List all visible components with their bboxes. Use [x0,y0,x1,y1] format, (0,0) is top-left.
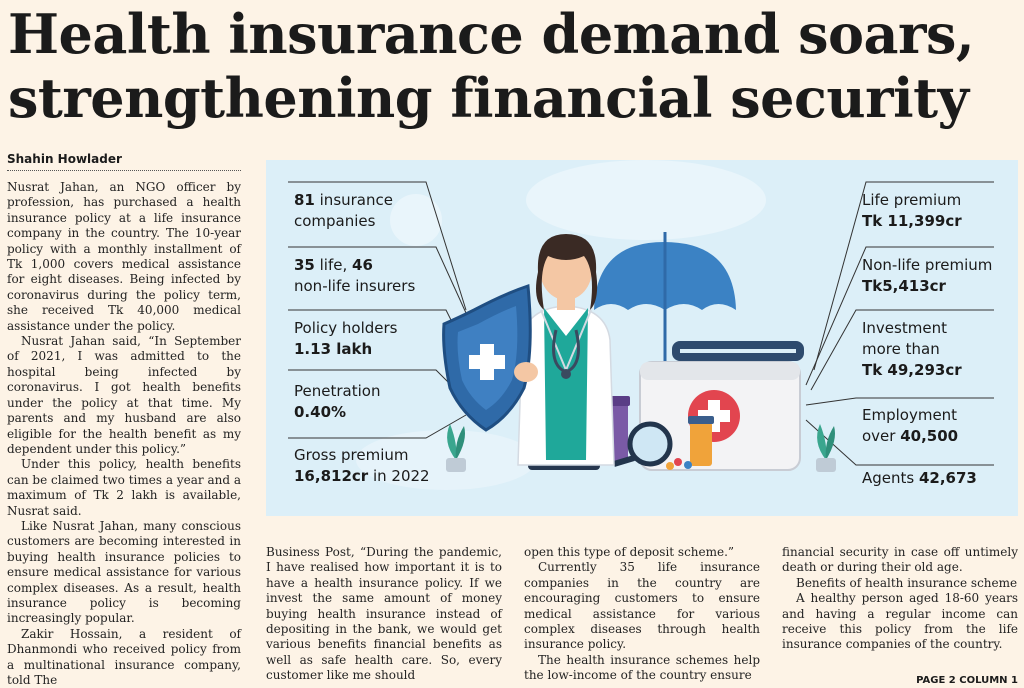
byline: Shahin Howlader [7,152,122,166]
stat-label: Investment [862,319,947,337]
stat-value: Tk5,413cr [862,277,946,295]
stat-label: insurance [314,191,393,209]
stat-insurance-companies [294,190,454,232]
stat-label: non-life insurers [294,277,416,295]
stat-value: 1.13 lakh [294,340,373,358]
stat-investment [862,318,1012,381]
stat-life-premium [862,190,1012,232]
stat-label: Penetration [294,382,381,400]
stat-label: Agents [862,469,919,487]
stat-label: more than [862,340,940,358]
infographic [266,160,1018,516]
paragraph: Like Nusrat Jahan, many conscious customers are becoming interested in buying health insurance policies to ensure medical assistance for various complex diseases. As a result, health insurance policy is becoming increasingly popular. [7,518,241,626]
stat-value: Tk 49,293cr [862,361,962,379]
stat-non-life-premium [862,255,1012,297]
article-column-4 [782,545,1018,653]
stat-label: life, [314,256,353,274]
stat-gross-premium [294,445,454,487]
stat-value: 16,812cr [294,467,369,485]
stat-label: Gross premium [294,446,409,464]
paragraph: financial security in case off untimely death or during their old age. [782,545,1018,575]
paragraph: Business Post, “During the pandemic, I have realised how important it is to have a health insurance policy. If we invest the same amount of money buying health insurance instead of depositing in the bank, we would get various benefits financial benefits as well as safe health care. So, every customer like me should [266,545,502,683]
stat-penetration [294,381,454,423]
paragraph: Zakir Hossain, a resident of Dhanmondi who received policy from a multinational insurance company, told The [7,626,241,687]
paragraph: The health insurance schemes help the low-income of the country ensure [524,652,760,683]
stat-label: Policy holders [294,319,398,337]
headline [8,2,1018,130]
stat-policy-holders [294,318,454,360]
stat-label: Life premium [862,191,962,209]
paragraph: Benefits of health insurance scheme [796,575,1018,590]
stat-value: 35 [294,256,315,274]
paragraph: A healthy person aged 18-60 years and having a regular income can receive this policy from the life insurance companies of the country. [782,591,1018,652]
paragraph: Currently 35 life insurance companies in the country are encouraging customers to ensure medical assistance for various complex diseases through health insurance policy. [524,560,760,652]
stat-label: Non-life premium [862,256,993,274]
stat-value: 81 [294,191,315,209]
stat-insurers [294,255,454,297]
stat-label: in 2022 [368,467,430,485]
stat-value: 0.40% [294,403,347,421]
stat-value: 40,500 [900,427,959,445]
stat-label: over [862,427,901,445]
byline-divider [7,170,241,171]
stat-label: Employment [862,406,958,424]
paragraph: open this type of deposit scheme.” [524,545,735,559]
article-column-2 [266,545,502,684]
headline-line-2: strengthening financial security [8,66,969,130]
headline-line-1: Health insurance demand soars, [8,2,975,66]
stat-employment [862,405,1012,447]
stat-value: 42,673 [918,469,977,487]
paragraph: Under this policy, health benefits can be claimed two times a year and a maximum of Tk 2 lakh is available, Nusrat said. [7,457,241,518]
stat-value: 46 [352,256,373,274]
paragraph: Nusrat Jahan said, “In September of 2021, I was admitted to the hospital being infected by coronavirus. I got health benefits under the policy at that time. My parents and my husband are also eligible for the health benefit as my dependent under this policy.” [7,334,241,456]
stat-label: companies [294,212,376,230]
continuation-reference: PAGE 2 COLUMN 1 [916,675,1018,686]
article-column-1 [7,180,241,688]
stat-value: Tk 11,399cr [862,212,962,230]
paragraph: Nusrat Jahan, an NGO officer by profession, has purchased a health insurance policy at a life insurance company in the country. The 10-year policy with a monthly installment of Tk 1,000 covers medical assistance for eight diseases. Being infected by coronavirus during the policy term, she received Tk 40,000 medical assistance under the policy. [7,180,241,333]
article-column-3 [524,545,760,684]
stat-agents [862,468,1012,489]
